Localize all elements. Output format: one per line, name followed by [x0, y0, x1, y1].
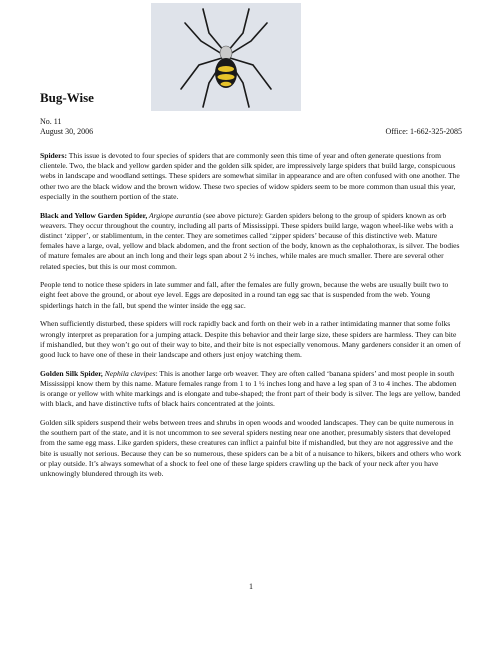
paragraph-spiders-intro	[40, 151, 462, 202]
issue-date: August 30, 2006	[40, 127, 94, 136]
paragraph-garden-spider-behavior: When sufficiently disturbed, these spiders will rock rapidly back and forth on their web in a rather intimidating manner that some folks wrongly interpret as preparation for a jumping attack. Despite this behavior and their large size, these spiders are harmless. They can bite if mishandled, but they won’t go out of their way to bite, and their bite is not especially venomous. Many gardeners consider it an omen of good luck to have one of these in their landscape and others just enjoy watching them.	[40, 319, 461, 359]
page-number: 1	[249, 582, 253, 591]
golden-silk-spider-text: : This is another large orb weaver. They are often called ‘banana spiders’ and most people in south Mississippi know them by this name. Mature females range from 1 to 1 ½ inches long and have a leg span of 3 to 4 inches. The abdomen is orange or yellow with white markings and is elongate and tube-shaped; the front part of their body is silver. The legs are yellow, banded with black, and have distinctive tufts of black hairs concentrated at the joints.	[40, 368, 461, 409]
paragraph-golden-silk-spider	[40, 369, 462, 410]
garden-spider-illustration	[151, 3, 301, 111]
paragraph-garden-spider	[40, 211, 462, 272]
paragraph-golden-silk-spider-webs: Golden silk spiders suspend their webs between trees and shrubs in open woods and wooded landscapes. They can be quite numerous in the southern part of the state, and it is not uncommon to see several spiders nesting near one another, presumably sisters that developed from the same egg mass. Like garden spiders, these creatures can inflict a painful bite if mishandled, but they are not aggressive and the bite is usually not serious. Because they can be so numerous, these spiders can be a bit of a nuisance to hikers, bikers and others who work or play outside. It’s always somewhat of a shock to feel one of these large spiders crawling up the back of your neck after you have unknowingly blundered through its web.	[40, 417, 462, 478]
garden-spider-scientific-name: Argiope aurantia	[147, 210, 202, 220]
article-body	[40, 151, 462, 488]
spider-photo	[151, 3, 301, 111]
issue-number: No. 11	[40, 117, 62, 126]
spiders-heading: Spiders:	[40, 151, 68, 160]
golden-silk-spider-heading: Golden Silk Spider,	[40, 368, 103, 378]
newsletter-title: Bug-Wise	[40, 90, 94, 105]
garden-spider-heading: Black and Yellow Garden Spider,	[40, 210, 148, 220]
office-phone: Office: 1-662-325-2085	[385, 127, 462, 136]
garden-spider-text: Garden spiders belong to the group of spiders known as orb weavers. They occur throughout the country, including all parts of Mississippi. These spiders build large, wagon wheel-like webs with a distinct ‘zipper’, or stablimentum, in the center. They are sometimes called ‘zipper spiders’ because of this distinctive web. Mature females have a large, oval, yellow and black abdomen, and the front section of the body, known as the cephalothorax, is silver. The bodies of mature females are about an inch long and their legs span about 2 ½ inches, while males are much smaller. There are several other related species, but this is our most common.	[40, 210, 460, 271]
garden-spider-picture-note: (see above picture):	[201, 210, 264, 220]
golden-silk-spider-scientific-name: Nephila clavipes	[102, 368, 156, 378]
spiders-intro-text: This issue is devoted to four species of spiders that are commonly seen this time of year and often generate questions from clientele. Two, the black and yellow garden spider and the golden silk spider, are impressively large spiders that build large, conspicuous webs in landscape and woodland settings. These spiders are somewhat similar in appearance and are often confused with one another. The other two are the black widow and the brown widow. These two species of widow spiders seem to be more common than usual this year, especially in the southern portion of the state.	[40, 151, 460, 201]
paragraph-garden-spider-season: People tend to notice these spiders in late summer and fall, after the females are fully grown, because the webs are usually built two to eight feet above the ground, or about eye level. Eggs are deposited in a round tan egg sac that is suspended from the web. Young spiderlings hatch in the fall, but spend the winter inside the egg sac.	[40, 280, 449, 310]
